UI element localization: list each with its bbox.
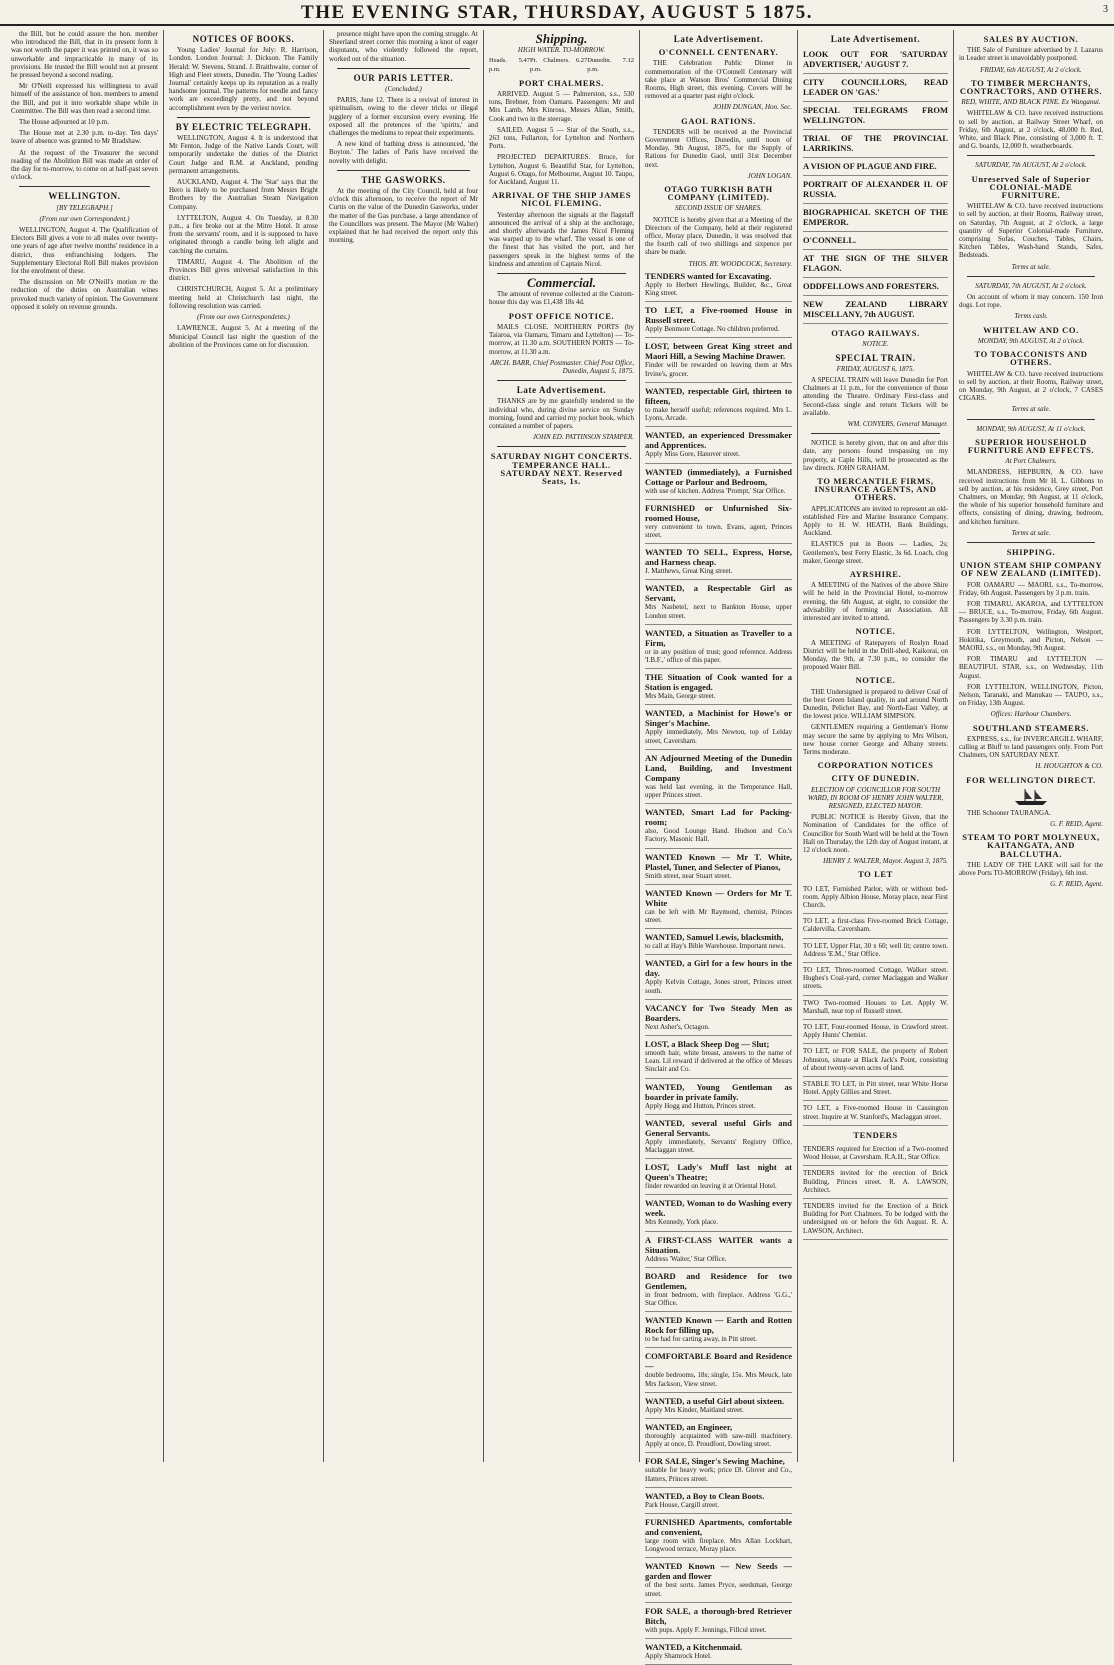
sale-date: SATURDAY, 7th AUGUST, At 2 o'clock. — [975, 281, 1087, 290]
advertiser-contents-label: TRIAL OF THE PROVINCIAL LARRIKINS. — [803, 133, 948, 154]
classified-ad-body: Apply Mrs Kinder, Maitland street. — [645, 1405, 744, 1414]
classified-ad — [645, 1268, 792, 1312]
classified-ad-title: FURNISHED Apartments, comfortable and convenient, — [645, 1517, 792, 1538]
page-number: 3 — [1103, 4, 1108, 15]
subheading: At Port Chalmers. — [1005, 457, 1057, 466]
classified-ad-body: Smith street, near Stuart street. — [645, 871, 732, 880]
shipping-ad: FOR LYTTELTON, Wellington, Westport, Hokitika, Greymouth, and Picton, Nelson — MAORI, s.s., on Monday, 9th August. — [959, 627, 1103, 652]
to-let-ad: TO LET, Upper Flat, 30 x 60; well lit; centre town. Address 'E.M.,' Star Office. — [803, 939, 948, 963]
classified-ad-body: also, Good Lounge Hand. Hudson and Co.'s Factory, Masonic Hall. — [645, 827, 792, 844]
advertiser-contents-label: CITY COUNCILLORS, READ LEADER ON 'GAS.' — [803, 77, 948, 98]
heading-post-office: POST OFFICE NOTICE. — [508, 310, 615, 321]
classified-ad-body: Apply Miss Gore, Hanover street. — [645, 450, 740, 459]
shipping-ad: THE Schooner TAURANGA. — [967, 808, 1051, 817]
classified-ad — [645, 1393, 792, 1419]
classified-ad-body: to be had for carting away, in Pitt street. — [645, 1335, 757, 1344]
classified-ad-body: to make herself useful; references required. Mrs L. Lyons, Arcade. — [645, 405, 792, 423]
signature: WM. CONYERS, General Manager. — [847, 420, 948, 429]
heading-late-advertisement: Late Advertisement. — [830, 34, 921, 44]
classified-ad — [645, 929, 792, 955]
article-paragraph: Mr O'Neill expressed his willingness to avail himself of the assistance of hon. members to amend the Bill, and put it into workable shape while in Committee. The Bill was then read a second time. — [11, 82, 158, 115]
advert-text: NOTICE is hereby given, that on and after this date, any persons found trespassing on my property, at Caple Hills, will be prosecuted as the law directs. JOHN GRAHAM. — [803, 439, 948, 472]
column-5 — [640, 30, 798, 1661]
advertiser-contents-item — [803, 296, 948, 324]
heading-gasworks: THE GASWORKS. — [361, 174, 446, 185]
divider — [967, 419, 1095, 420]
tender-ad: TENDERS invited for the Erection of a Brick Building for Port Chalmers. To be lodged with the undersigned on or before the 6th August. R. A. LAWSON, Architect. — [803, 1199, 948, 1240]
heading-to-let: TO LET — [858, 869, 893, 880]
advertiser-contents-label: PORTRAIT OF ALEXANDER II. OF RUSSIA. — [803, 179, 948, 200]
classified-ad-body: with pups. Apply F. Jennings, Fillcul street. — [645, 1625, 767, 1634]
classified-ad-title: FURNISHED or Unfurnished Six-roomed House, — [645, 502, 792, 523]
heading-wellington: WELLINGTON. — [48, 191, 121, 202]
classified-ad — [645, 1514, 792, 1558]
classified-ad-title: WANTED, Samuel Lewis, blacksmith, — [645, 932, 784, 943]
classified-ad — [645, 705, 792, 749]
classified-ad-body: or in any position of trust; good reference. Address 'I.B.F.,' office of this paper. — [645, 647, 792, 664]
article-paragraph: CHRISTCHURCH, August 5. At a preliminary meeting held at Christchurch last night, the following resolution was carried. — [169, 285, 318, 310]
classified-ad-body: Mrs Main, George street. — [645, 692, 716, 701]
classified-ad-title: BOARD and Residence for two Gentlemen, — [645, 1270, 792, 1291]
heading-shipping: Shipping. — [535, 31, 588, 46]
classified-ad-body: with use of kitchen. Address 'Prompt,' Star Office. — [645, 486, 786, 495]
heading-oconnell: O'CONNELL CENTENARY. — [658, 47, 779, 58]
classified-ad — [645, 427, 792, 463]
advert-text: On account of whom it may concern. 150 Iron dogs. Lot rope. — [959, 293, 1103, 310]
sale-date: MONDAY, 9th AUGUST, At 2 o'clock. — [977, 336, 1085, 345]
heading-late-advertisement: Late Advertisement. — [516, 385, 607, 396]
heading-tenders: TENDERS — [853, 1129, 898, 1140]
advertiser-contents-item — [803, 130, 948, 158]
classified-ad-title: TO LET, a Five-roomed House in Russell street. — [645, 305, 792, 326]
classified-ad-body: Apply to Herbert Hewlings, Builder, &c., Great King street. — [645, 280, 792, 298]
terms: Terms at sale. — [1011, 405, 1051, 414]
subheading: (Concluded.) — [385, 85, 422, 94]
divider — [967, 276, 1095, 277]
classified-ad — [645, 1639, 792, 1665]
heading-shipping: SHIPPING. — [1006, 546, 1056, 557]
classified-ad-title: WANTED, a Machinist for Howe's or Singer's Machine. — [645, 708, 792, 729]
advert-text: PUBLIC NOTICE is Hereby Given, that the Nomination of Candidates for the office of Councillor for South Ward will be held at the Town Hall on Thursday, the 12th day of August instant, at 12 o'clock noon. — [803, 813, 948, 854]
classified-ad-title: WANTED, respectable Girl, thirteen to fifteen, — [645, 385, 792, 406]
classified-ad-title: WANTED TO SELL, Express, Horse, and Harness cheap. — [645, 547, 792, 568]
to-let-ad: TO LET, Four-roomed House, in Crawford street. Apply Hunts' Chemist. — [803, 1020, 948, 1044]
classified-ad-title: WANTED, several useful Girls and General Servants. — [645, 1117, 792, 1138]
article-paragraph: At the request of the Treasurer the second reading of the Abolition Bill was made an order of the day for to-morrow, to come on at half-past seven o'clock. — [11, 148, 158, 182]
divider — [497, 446, 626, 447]
advert-text: THE Undersigned is prepared to deliver Coal of the best Green Island quality, in and around North Dunedin, Pelichet Bay, and North-East Valley, at the lowest price. WILLIAM SIMPSON. — [803, 687, 948, 721]
classified-ad-body: Apply Hogg and Hutton, Princes street. — [645, 1101, 756, 1110]
classified-ad — [645, 302, 792, 338]
heading-gaol-rations: GAOL RATIONS. — [681, 115, 756, 126]
terms: Terms at sale. — [1011, 528, 1051, 537]
classified-ad-body: thoroughly acquainted with saw-mill machinery. Apply at once, D. Proudfoot, Dowling street. — [645, 1432, 792, 1449]
sale-date: MONDAY, 9th AUGUST, At 11 o'clock. — [976, 424, 1086, 433]
heading-notice: NOTICE. — [855, 675, 896, 686]
heading-wellington-direct: FOR WELLINGTON DIRECT. — [966, 774, 1096, 785]
classified-ad-body: in front bedroom, with fireplace. Address 'G.G.,' Star Office. — [645, 1290, 792, 1307]
advert-text: NOTICE is hereby given that at a Meeting of the Directors of the Company, held at their registered office, Moray place, Dunedin, it was resolved that the fourth call of two shillings and sixpence per share be made. — [645, 215, 792, 257]
divider — [337, 170, 470, 171]
classified-ad-title: WANTED, a useful Girl about sixteen. — [645, 1395, 785, 1406]
classified-ad-title: LOST, between Great King street and Maori Hill, a Sewing Machine Drawer. — [645, 341, 792, 362]
advertiser-contents-item — [803, 278, 948, 296]
classified-ad-title: WANTED, a Respectable Girl as Servant, — [645, 583, 792, 604]
heading-notice: NOTICE. — [855, 626, 896, 637]
article-paragraph: TIMARU, August 4. The Abolition of the Provinces Bill gives universal satisfaction in this district. — [169, 257, 318, 283]
advert-text: THANKS are by me gratefully tendered to the individual who, during divine service on Sunday morning, found and carried my pocket book, which contained a number of papers. — [489, 397, 634, 430]
advertiser-contents-label: LOOK OUT FOR 'SATURDAY ADVERTISER,' AUGUST 7. — [803, 49, 948, 70]
signature: THOS. RY. WOODCOCK, Secretary. — [688, 259, 792, 268]
classified-ad-body: Mrs Nasbetel, next to Bankton House, upper London street. — [645, 603, 792, 620]
advertiser-contents-item — [803, 46, 948, 74]
classified-ad-body: Apply immediately, Servants' Registry Office, Maclaggan street. — [645, 1137, 792, 1154]
classified-ad-body: Mrs Kennedy, York place. — [645, 1218, 719, 1227]
classified-ad — [645, 1036, 792, 1079]
heading-sales-by-auction: SALES BY AUCTION. — [983, 34, 1079, 44]
columns — [6, 30, 1108, 1661]
column-6 — [798, 30, 954, 1462]
classified-ad-body: Apply immediately, Mrs Newton, top of Lelday street, Caversham. — [645, 728, 792, 745]
divider — [497, 380, 626, 381]
subheading: (From our own Correspondents.) — [197, 313, 290, 322]
classified-ad-title: WANTED Known — Orders for Mr T. White — [645, 887, 792, 908]
advertiser-contents-list — [803, 46, 948, 324]
advertiser-contents-item — [803, 204, 948, 232]
classified-ad-title: LOST, Lady's Muff last night at Queen's Theatre; — [645, 1162, 792, 1183]
classified-ad — [645, 750, 792, 804]
advertiser-contents-label: AT THE SIGN OF THE SILVER FLAGON. — [803, 253, 948, 274]
to-let-ad: TO LET, Three-roomed Cottage, Walker street. Hughes's Coal-yard, corner Maclaggan and Walker streets. — [803, 963, 948, 996]
to-let-ad: TO LET, a first-class Five-roomed Brick Cottage, Caldervilla, Caversham. — [803, 914, 948, 938]
classified-ad — [645, 1115, 792, 1159]
heading-commercial: Commercial. — [527, 275, 596, 291]
tender-ads — [803, 1142, 948, 1240]
advert-text: A MEETING of the Natives of the above Shire will be held in the Provincial Hotel, to-morrow evening, the 6th August, at eight, to consider the advisability of forming an Association. All interested are invited to attend. — [803, 581, 948, 623]
classified-ad-title: LOST, a Black Sheep Dog — Slut; — [645, 1038, 770, 1049]
heading-ship-arrival: ARRIVAL OF THE SHIP JAMES NICOL FLEMING. — [491, 190, 632, 209]
subheading: RED, WHITE, AND BLACK PINE. Ex Wanganui. — [961, 98, 1101, 107]
advertiser-contents-item — [803, 250, 948, 278]
advert-text: WHITELAW & CO. have received instructions to sell by auction, at their Rooms, Railway street, on Monday, 9th August, at 2 o'clock, 7 CASES CIGARS. — [959, 369, 1103, 403]
heading-corporation-notices: CORPORATION NOTICES — [817, 760, 934, 771]
classified-ad-body: was held last evening, in the Temperance Hall, upper Princes street. — [645, 782, 792, 799]
heading-molyneux: STEAM TO PORT MOLYNEUX, KAITANGATA, AND BALCLUTHA. — [962, 832, 1100, 859]
article-paragraph: WELLINGTON, August 4. It is understood that Mr Fenton, Judge of the Native Lands Court, will temporarily undertake the duties of the District Court Judge and R.M. at Auckland, pending permanent arrangements. — [169, 134, 318, 175]
offices: Offices: Harbour Chambers. — [990, 710, 1072, 719]
article-paragraph: A new kind of bathing dress is announced, 'the Boyton.' The ladies of Paris have received the novelty with delight. — [329, 140, 478, 165]
classified-ad-body: double bedrooms, 18s; single, 15s. Mrs Meuck, late Mrs Jackson, View street. — [645, 1371, 792, 1388]
article-paragraph: Yesterday afternoon the signals at the flagstaff announced the arrival of a ship at the anchorage, and shortly afterwards the James Nicol Fleming was warped up to the wharf. The vessel is one of the finest that has visited the port, and her passengers speak in the highest terms of the kindness and attention of Captain Nicol. — [489, 210, 634, 268]
column-2 — [164, 30, 324, 1462]
classified-ad-body: finder rewarded on leaving it at Oriental Hotel. — [645, 1182, 777, 1191]
classified-ad-title: WANTED Known — Earth and Rotten Rock for filling up, — [645, 1315, 792, 1336]
divider — [967, 155, 1095, 156]
classified-ad-body: suitable for heavy work; price £8. Glover and Co., Hatters, Princes street. — [645, 1466, 792, 1483]
classified-ad — [645, 1159, 792, 1195]
classified-ad — [645, 464, 792, 500]
advert-text: GENTLEMEN requiring a Gentleman's Home may secure the same by applying to Mrs Wilson, new house corner George and Albany streets. Terms moderate. — [803, 723, 948, 756]
signature: JOHN LOGAN. — [747, 171, 792, 180]
advert-text: TENDERS will be received at the Provincial Government Offices, Dunedin, until noon of Monday, 9th August, 1875, for the Supply of Rations for Dunedin Gaol, until 31st December next. — [645, 127, 792, 169]
terms: Terms cash. — [1014, 312, 1048, 321]
subheading: SECOND ISSUE OF SHARES. — [674, 204, 763, 213]
subheading: (From our own Correspondent.) — [39, 214, 130, 223]
article-paragraph: The amount of revenue collected at the Custom-house this day was £1,438 18s 4d. — [489, 290, 634, 307]
column-7 — [954, 30, 1108, 1462]
classified-ad-body: smooth hair, white breast, answers to the name of Lean. Lil reward if delivered at the office of Messrs Sinclair and Co. — [645, 1048, 792, 1074]
classified-ad-body: J. Matthews, Great King street. — [645, 567, 733, 576]
article-paragraph: LYTTELTON, August 4. On Tuesday, at 8.30 p.m., a fire broke out at the Mitre Hotel. It arose from the servants' room, and it is supposed to have originated through a candle being left alight and catching the curtains. — [169, 213, 318, 255]
sale-date: FRIDAY, 6th AUGUST, At 2 o'clock. — [980, 65, 1082, 74]
classified-ad — [645, 1348, 792, 1392]
to-let-ads — [803, 882, 948, 1126]
divider — [19, 186, 150, 187]
classified-ad-title: WANTED, Young Gentleman as boarder in private family. — [645, 1081, 792, 1102]
to-let-ad: TO LET, or FOR SALE, the property of Robert Johnston, situate at Black Jack's Point, consisting of about twenty-seven acres of land. — [803, 1044, 948, 1077]
heading-turkish-bath: OTAGO TURKISH BATH COMPANY (LIMITED). — [664, 184, 773, 203]
classified-ad — [645, 500, 792, 544]
heading-tobacconists: TO TOBACCONISTS AND OTHERS. — [974, 349, 1088, 368]
classified-ad-title: WANTED, a Girl for a few hours in the day. — [645, 958, 792, 979]
classified-ad-body: Park House, Cargill street. — [645, 1500, 719, 1509]
heading-paris-letter: OUR PARIS LETTER. — [353, 72, 454, 83]
divider — [967, 542, 1095, 543]
classified-ad — [645, 268, 792, 302]
heading-household-furniture: SUPERIOR HOUSEHOLD FURNITURE AND EFFECTS. — [967, 436, 1095, 455]
classified-ad-title: WANTED Known — Mr T. White, Plastel, Tuner, and Selecter of Pianos, — [645, 851, 792, 872]
classified-ad — [645, 1079, 792, 1115]
heading-telegraph: BY ELECTRIC TELEGRAPH. — [175, 121, 312, 132]
advert-text: ELASTICS put in Boots — Ladies, 2s; Gentlemen's, best Ferry Elastic, 3s 6d. Loach, clog maker, George street. — [803, 540, 948, 565]
advertiser-contents-label: NEW ZEALAND LIBRARY MISCELLANY, 7th AUGUST. — [803, 299, 948, 320]
column-4 — [484, 30, 640, 1462]
classified-ad-title: WANTED, an experienced Dressmaker and Apprentices. — [645, 430, 792, 451]
classified-ad — [645, 885, 792, 929]
classified-ads — [645, 268, 792, 1665]
shipping-ad: FOR TIMARU, AKAROA, and LYTTELTON — BRUCE, s.s., To-morrow, Friday, 6th August. Passengers by 3.30 p.m. train. — [959, 599, 1103, 625]
classified-ad-body: Apply Kelvin Cottage, Jones street, Princes street south. — [645, 978, 792, 995]
advert-text: APPLICATIONS are invited to represent an old-established Fire and Marine Insurance Company. Apply to H. W. HEATH, Bank Buildings, Auckland. — [803, 504, 948, 538]
classified-ad-title: WANTED, a Kitchenmaid. — [645, 1642, 743, 1653]
classified-ad-body: Address 'Waiter,' Star Office. — [645, 1254, 727, 1263]
advert-text: MLANDRESS, HEPBURN, & CO. have received instructions from Mr H. L. Gibbons to sell by auction, at his residence, Grey street, Port Chalmers, on Monday, 9th August, at 11 o'clock, the whole of his superior household furniture and effects, consisting of dining, drawing, bedroom, and kitchen furniture. — [959, 468, 1103, 526]
tender-ad: TENDERS required for Erection of a Two-roomed Wood House, at Caversham. R.A.H., Star Office. — [803, 1142, 948, 1166]
article-paragraph: MAILS CLOSE. NORTHERN PORTS (by Taiaroa, via Oamaru, Timaru and Lyttelton) — To-morrow, at 11.30 a.m. SOUTHERN PORTS — To-morrow, at 11.30 a.m. — [489, 322, 634, 356]
heading-special-train: SPECIAL TRAIN. — [835, 352, 916, 363]
to-let-ad: TO LET, a Five-roomed House in Cassington street. Inquire at W. Stanford's, Maclaggan street. — [803, 1101, 948, 1125]
tide-dunedin: Dunedin. 7.12 p.m. — [587, 57, 634, 73]
tide-chalmers: Pt. Chalmers. 6.27 p.m. — [530, 57, 588, 73]
to-let-ad: STABLE TO LET, in Pitt street, near White Horse Hotel. Apply Gillies and Street. — [803, 1077, 948, 1101]
classified-ad-title: WANTED, Smart Lad for Packing-room; — [645, 807, 792, 828]
advertiser-contents-label: ODDFELLOWS AND FORESTERS. — [803, 281, 939, 292]
advert-text: THE Sale of Furniture advertised by J. Lazarus in Leader street is unavoidably postponed. — [959, 46, 1103, 63]
advert-text: WHITELAW & CO. have received instructions to sell by auction, at their Rooms, Railway street, on Saturday, 7th August, at 2 o'clock, a large quantity of Superior Colonial-made Furniture, comprising Sofas, Couches, Tables, Chairs, Kitchen Tables, Wash-hand Stands, Safes, Bedsteads. — [959, 202, 1103, 260]
shipping-ad: FOR TIMARU and LYTTELTON — BEAUTIFUL STAR, s.s., on Wednesday, 11th August. — [959, 655, 1103, 680]
signature: G. F. REID, Agent. — [1050, 820, 1103, 829]
to-let-ad: TWO Two-roomed Houses to Let. Apply W. Marshall, near top of Russell street. — [803, 996, 948, 1020]
tide-heads: Heads. 5.47 p.m. — [489, 57, 531, 73]
classified-ad-title: TENDERS wanted for Excavating. — [645, 270, 772, 281]
terms: Terms at sale. — [1011, 262, 1051, 271]
advertiser-contents-item — [803, 74, 948, 102]
advertiser-contents-item — [803, 102, 948, 130]
advert-text: A SPECIAL TRAIN will leave Dunedin for Port Chalmers at 11 p.m., for the convenience of those attending the Theatre. Ordinary First-class and Second-class single and return Tickets will be available. — [803, 376, 948, 417]
column-3 — [324, 30, 484, 1462]
article-paragraph: WELLINGTON, August 4. The Qualification of Electors Bill gives a vote to all males over twenty-one years of age after twelve months' residence in a district, thus enfranchising lodgers. The Supplementary Electoral Roll Bill makes provision for the enrolment of these. — [11, 226, 158, 276]
advertiser-contents-label: SPECIAL TELEGRAMS FROM WELLINGTON. — [803, 105, 948, 126]
advertiser-contents-label: O'CONNELL. — [803, 235, 857, 246]
divider — [497, 273, 626, 274]
classified-ad — [645, 338, 792, 382]
classified-ad-body: Apply Benmore Cottage. No children preferred. — [645, 325, 780, 334]
classified-ad — [645, 544, 792, 580]
advertiser-contents-item — [803, 158, 948, 176]
classified-ad-body: very convenient to town. Evans, agent, Princes street. — [645, 522, 792, 539]
classified-ad-body: Next Asher's, Octagon. — [645, 1022, 710, 1031]
advert-text: WHITELAW & CO. have received instructions to sell by auction, at Railway Street Wharf, on Friday, 6th August, at 2 o'clock, 48,000 ft. Red, White, and Black Pine, consisting of 3,000 ft. T. and G. boards, 12,000 ft. weatherboards. — [959, 109, 1103, 151]
classified-ad — [645, 1453, 792, 1487]
heading-notices-of-books: NOTICES OF BOOKS. — [192, 34, 295, 44]
subheading: NOTICE. — [862, 340, 889, 349]
heading-city-of-dunedin: CITY OF DUNEDIN. — [831, 773, 920, 784]
heading-timber: TO TIMBER MERCHANTS, CONTRACTORS, AND OTHERS. — [959, 77, 1103, 97]
column-1 — [6, 30, 164, 1462]
classified-ad — [645, 804, 792, 848]
advert-text: THE Celebration Public Dinner in commemoration of the O'Connell Centenary will take place at Watson Bros' Commercial Dining Rooms, High street, this evening. Covers will be removed at a quarter past eight o'clock. — [645, 59, 792, 101]
classified-ad-title: VACANCY for Two Steady Men as Boarders. — [645, 1002, 792, 1023]
shipping-ad: FOR LYTTELTON, WELLINGTON, Picton, Nelson, Taranaki, and Manukau — TAUPO, s.s., on Friday, 13th August. — [959, 682, 1103, 708]
classified-ad — [645, 1195, 792, 1231]
tide-heading: HIGH WATER. TO-MORROW. — [517, 46, 606, 55]
signature: H. HOUGHTON & CO. — [1035, 762, 1103, 771]
article-paragraph: AUCKLAND, August 4. The 'Star' says that the Hero is likely to be purchased from Messrs Bright Brothers by the Australian Steam Navigation Company. — [169, 178, 318, 211]
classified-ad — [645, 625, 792, 669]
classified-ad — [645, 1312, 792, 1348]
shipping-ad: FOR OAMARU — MAORI, s.s., To-morrow, Friday, 6th August. Passengers by 3 p.m. train. — [959, 580, 1103, 597]
signature: JOHN ED. PATTINSON STAMPER. — [532, 433, 634, 442]
classified-ad — [645, 1000, 792, 1036]
article-paragraph: Young Ladies' Journal for July: R. Harrison, London. London Journal: J. Dickson. The Family Herald: W. Stevens, Strand. J. Braithwaite, corner of High and Fleet streets, Dunedin. The 'Young Ladies' Journal' certainly keeps up its reputation as a really handsome journal. The patterns for needle and fancy work are exceedingly pretty, and not beyond accomplishment even by the veriest novice. — [169, 46, 318, 112]
classified-ad-title: WANTED (immediately), a Furnished Cottage or Parlour and Bedroom, — [645, 466, 792, 487]
classified-ad-body: Apply Shamrock Hotel. — [645, 1652, 712, 1661]
heading-otago-railways: OTAGO RAILWAYS. — [831, 328, 920, 339]
divider — [811, 433, 940, 434]
classified-ad-title: WANTED, a Situation as Traveller to a Firm, — [645, 627, 792, 648]
classified-ad — [645, 580, 792, 624]
divider — [177, 117, 310, 118]
classified-ad-title: WANTED Known — New Seeds — garden and flower — [645, 1561, 792, 1582]
shipping-ad: EXPRESS, s.s., for INVERCARGILL WHARF, calling at Bluff to land passengers only. From Port Chalmers, ON SATURDAY NEXT. — [959, 734, 1103, 760]
classified-ad-title: A FIRST-CLASS WAITER wants a Situation. — [645, 1234, 792, 1255]
classified-ad — [645, 1419, 792, 1453]
advertiser-contents-label: BIOGRAPHICAL SKETCH OF THE EMPEROR. — [803, 207, 948, 228]
article-paragraph: The House met at 2.30 p.m. to-day. Ten days' leave of absence was granted to Mr Bradshaw. — [11, 129, 158, 146]
article-paragraph: ARRIVED. August 5 — Palmerston, s.s., 530 tons, Brebner, from Oamaru. Passengers: Mr and Mrs Lamb, Mrs Kinross, Messrs Allan, Smith, Cook and two in the steerage. — [489, 90, 634, 123]
classified-ad — [645, 383, 792, 427]
masthead-title: THE EVENING STAR, THURSDAY, AUGUST 5 1875. — [301, 2, 813, 23]
classified-ad-title: WANTED, Woman to do Washing every week. — [645, 1198, 792, 1219]
article-paragraph: The discussion on Mr O'Neill's motion re the reduction of the duties on Australian wines provoked much variety of opinion. The Government opposed it solely on revenue grounds. — [11, 278, 158, 311]
article-paragraph: presence might have upon the coming struggle. At Sheerland street corner this morning a knot of eager disputants, who violently followed the report, worked out of the situation. — [329, 30, 478, 63]
classified-ad-body: of the best sorts. James Pryce, seedsman, George street. — [645, 1581, 792, 1598]
classified-ad — [645, 1603, 792, 1639]
advert-concert: SATURDAY NIGHT CONCERTS. TEMPERANCE HALL. SATURDAY NEXT. Reserved Seats, 1s. — [490, 451, 633, 486]
subheading: [BY TELEGRAPH.] — [56, 203, 113, 212]
classified-ad-title: AN Adjourned Meeting of the Dunedin Land, Building, and Investment Company — [645, 752, 792, 783]
classified-ad-body: Finder will be rewarded on leaving them at Mrs Irvine's, grocer. — [645, 361, 792, 378]
divider — [337, 68, 470, 69]
classified-ad-title: WANTED, an Engineer, — [645, 1422, 733, 1433]
sale-date: SATURDAY, 7th AUGUST, At 2 o'clock. — [975, 161, 1087, 170]
heading-ayrshire: AYRSHIRE. — [849, 569, 902, 580]
subheading: ELECTION OF COUNCILLOR FOR SOUTH WARD, IN ROOM OF HENRY JOHN WALTER, RESIGNED, ELECTED MAYOR. — [807, 785, 944, 810]
classified-ad — [645, 955, 792, 999]
classified-ad-title: FOR SALE, Singer's Sewing Machine, — [645, 1456, 785, 1467]
signature: JOHN DUNGAN, Hon. Sec. — [713, 103, 792, 112]
classified-ad-title: COMFORTABLE Board and Residence — — [645, 1351, 792, 1372]
signature: G. F. REID, Agent. — [1050, 880, 1103, 889]
classified-ad — [645, 1558, 792, 1602]
heading-mercantile: TO MERCANTILE FIRMS, INSURANCE AGENTS, AND OTHERS. — [814, 476, 937, 503]
advertiser-contents-label: A VISION OF PLAGUE AND FIRE. — [803, 161, 937, 172]
article-paragraph: At the meeting of the City Council, held at four o'clock this afternoon, to receive the report of Mr Curtis on the value of the Dunedin Gasworks, under the matter of the Gas purchase, a large attendance of the Councillors was present. The Mayor (Mr Walter) explained that he had received the report only this morning. — [329, 187, 478, 245]
article-paragraph: PROJECTED DEPARTURES. Bruce, for Lyttelton, August 6. Beautiful Star, for Lyttelton, August 6. Otago, for Melbourne, August 10. Taupo, for Auckland, August 11. — [489, 153, 634, 187]
masthead — [0, 0, 1114, 26]
article-paragraph: The House adjourned at 10 p.m. — [19, 118, 110, 127]
tender-ad: TENDERS invited for the erection of Brick Building, Princes street. R. A. LAWSON, Architect. — [803, 1166, 948, 1199]
classified-ad-title: FOR SALE, a thorough-bred Retriever Bitch, — [645, 1605, 792, 1626]
shipping-ad: THE LADY OF THE LAKE will sail for the above Ports TO-MORROW (Friday), 6th inst. — [959, 860, 1103, 878]
signature: ARCH. BARR, Chief Postmaster. Chief Post Office, Dunedin, August 5, 1875. — [490, 358, 634, 375]
heading-whitelaw: WHITELAW AND CO. — [983, 324, 1079, 335]
signature: HENRY J. WALTER, Mayor. August 3, 1875. — [823, 857, 948, 866]
ship-icon — [1011, 787, 1051, 807]
tide-table — [489, 57, 634, 73]
advertiser-contents-item — [803, 176, 948, 204]
article-paragraph: the Bill, but he could assure the hon. member who introduced the Bill, that in its present form it was not worth the paper it was printed on, it was so unworkable and impracticable in many of its provisions. He trusted the Bill would not at present be pressed beyond a second reading. — [11, 30, 158, 80]
article-paragraph: SAILED. August 5 — Star of the South, s.s., 263 tons, Fullarton, for Lyttelton and Northern Ports. — [489, 125, 634, 151]
heading-late-advertisement: Late Advertisement. — [673, 34, 764, 44]
classified-ad-body: large room with fireplace. Mrs Allan Lockhart, Longwood terrace, Moray place. — [645, 1537, 792, 1554]
advertiser-contents-item — [803, 232, 948, 250]
article-paragraph: PARIS, June 12. There is a revival of interest in spiritualism, owing to the clever tricks or illegal jugglery of a former excursion every evening. He exposed all the pretences of the 'spirits,' and challenges the mediums to repeat their experiments. — [329, 96, 478, 138]
heading-furniture-sale: Unreserved Sale of Superior COLONIAL-MADE FURNITURE. — [971, 173, 1091, 201]
classified-ad-title: THE Situation of Cook wanted for a Station is engaged. — [645, 672, 792, 693]
classified-ad-body: to call at Hay's Bible Warehouse. Important news. — [645, 942, 785, 951]
article-paragraph: LAWRENCE, August 5. At a meeting of the Municipal Council last night the question of the abolition of the Provinces came on for discussion. — [169, 324, 318, 349]
heading-southland-steamers: SOUTHLAND STEAMERS. — [972, 722, 1090, 733]
classified-ad-body: can be left with Mr Raymond, chemist, Princes street. — [645, 907, 792, 924]
heading-port-chalmers: PORT CHALMERS. — [519, 77, 604, 88]
to-let-ad: TO LET, Furnished Parlor, with or without bed-room. Apply Albion House, Moray place, near First Church. — [803, 882, 948, 915]
advert-text: A MEETING of Ratepayers of Roslyn Road District will be held in the Drill-shed, Kaikorai, on Monday, the 9th, at 7.30 p.m., to consider the proposed Water Bill. — [803, 638, 948, 672]
train-date: FRIDAY, AUGUST 6, 1875. — [836, 364, 915, 373]
heading-union-steam: UNION STEAM SHIP COMPANY OF NEW ZEALAND (LIMITED). — [959, 560, 1103, 579]
classified-ad — [645, 1488, 792, 1514]
classified-ad — [645, 849, 792, 885]
classified-ad — [645, 669, 792, 705]
classified-ad — [645, 1232, 792, 1268]
classified-ad-title: WANTED, a Boy to Clean Boots. — [645, 1490, 765, 1501]
